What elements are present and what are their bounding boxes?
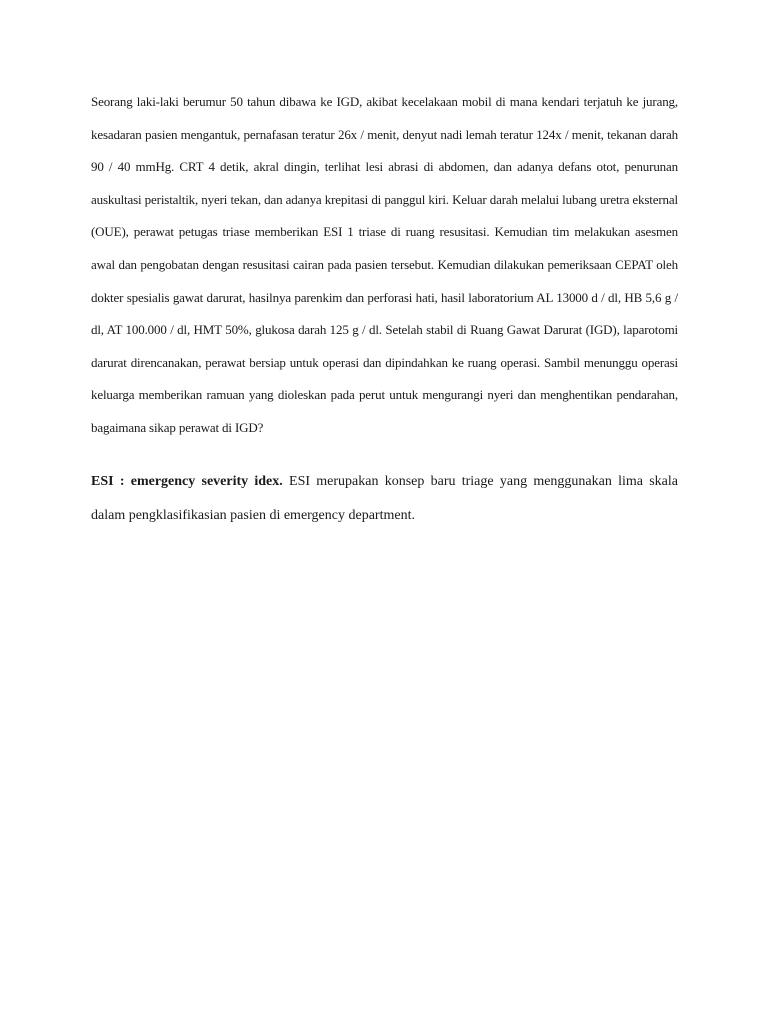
case-scenario-paragraph: Seorang laki-laki berumur 50 tahun dibawa ke IGD, akibat kecelakaan mobil di mana kendari terjatuh ke jurang, kesadaran pasien mengantuk, pernafasan teratur 26x / menit, denyut nadi lemah teratur 124x / menit, tekanan darah 90 / 40 mmHg. CRT 4 detik, akral dingin, terlihat lesi abrasi di abdomen, dan adanya defans otot, penurunan auskultasi peristaltik, nyeri tekan, dan adanya krepitasi di panggul kiri. Keluar darah melalui lubang uretra eksternal (OUE), perawat petugas triase memberikan ESI 1 triase di ruang resusitasi. Kemudian tim melakukan asesmen awal dan pengobatan dengan resusitasi cairan pada pasien tersebut. Kemudian dilakukan pemeriksaan CEPAT oleh dokter spesialis gawat darurat, hasilnya parenkim dan perforasi hati, hasil laboratorium AL 13000 d / dl, HB 5,6 g / dl, AT 100.000 / dl, HMT 50%, glukosa darah 125 g / dl. Setelah stabil di Ruang Gawat Darurat (IGD), laparotomi darurat direncanakan, perawat bersiap untuk operasi dan dipindahkan ke ruang operasi. Sambil menunggu operasi keluarga memberikan ramuan yang dioleskan pada perut untuk mengurangi nyeri dan menghentikan pendarahan, bagaimana sikap perawat di IGD? (91, 94, 678, 435)
document-page (91, 86, 678, 533)
esi-definition-text: ESI merupakan konsep baru triage yang menggunakan lima skala dalam pengklasifikasian pasien di emergency department. (91, 473, 678, 523)
esi-term: ESI : emergency severity idex. (91, 473, 283, 489)
esi-definition-paragraph (91, 465, 678, 533)
